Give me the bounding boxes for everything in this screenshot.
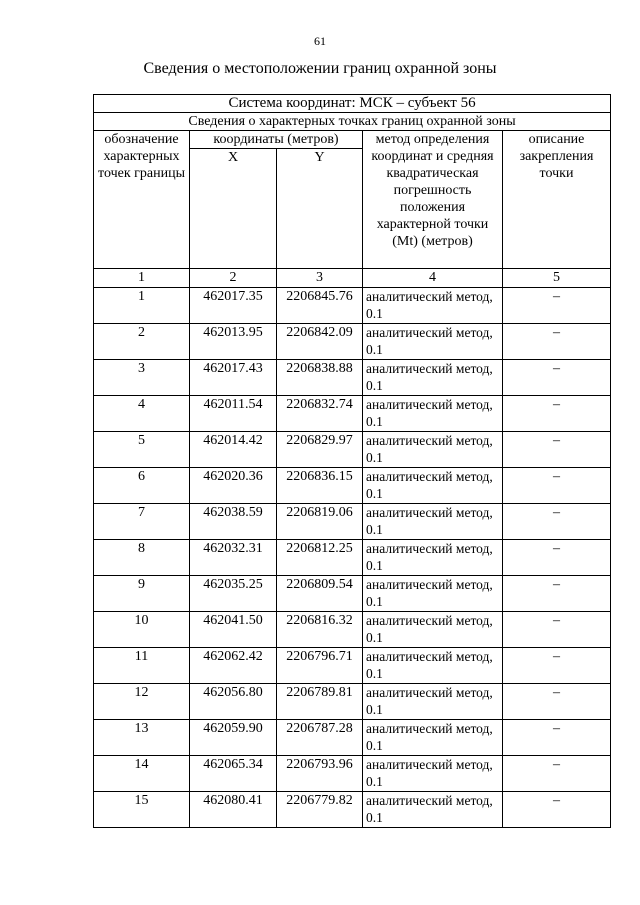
coordinate-y: 2206789.81 — [277, 684, 363, 720]
column-number: 1 — [94, 269, 190, 288]
method-cell: аналитический метод, 0.1 — [363, 720, 503, 756]
coordinate-y: 2206793.96 — [277, 756, 363, 792]
method-cell: аналитический метод, 0.1 — [363, 756, 503, 792]
coordinate-x: 462059.90 — [190, 720, 277, 756]
page-heading: Сведения о местоположении границ охранной зоны — [143, 60, 497, 77]
description-cell: – — [503, 720, 611, 756]
point-number: 2 — [94, 324, 190, 360]
header-designation: обозначение характерных точек границы — [94, 131, 190, 269]
method-cell: аналитический метод, 0.1 — [363, 540, 503, 576]
coordinate-y: 2206842.09 — [277, 324, 363, 360]
description-cell: – — [503, 432, 611, 468]
method-cell: аналитический метод, 0.1 — [363, 612, 503, 648]
table-row — [94, 792, 611, 828]
point-number: 3 — [94, 360, 190, 396]
point-number: 6 — [94, 468, 190, 504]
coordinate-x: 462062.42 — [190, 648, 277, 684]
coordinate-y: 2206779.82 — [277, 792, 363, 828]
method-cell: аналитический метод, 0.1 — [363, 576, 503, 612]
coordinate-x: 462038.59 — [190, 504, 277, 540]
header-coordinates: координаты (метров) — [190, 131, 363, 149]
description-cell: – — [503, 504, 611, 540]
coordinate-system-title: Система координат: МСК – субъект 56 — [94, 95, 611, 113]
description-cell: – — [503, 612, 611, 648]
method-cell: аналитический метод, 0.1 — [363, 504, 503, 540]
coordinate-y: 2206836.15 — [277, 468, 363, 504]
coordinate-y: 2206787.28 — [277, 720, 363, 756]
method-cell: аналитический метод, 0.1 — [363, 324, 503, 360]
table-row — [94, 612, 611, 648]
table-row — [94, 576, 611, 612]
description-cell: – — [503, 288, 611, 324]
description-cell: – — [503, 648, 611, 684]
coordinate-y: 2206832.74 — [277, 396, 363, 432]
table-row — [94, 504, 611, 540]
description-cell: – — [503, 396, 611, 432]
description-cell: – — [503, 360, 611, 396]
coordinate-x: 462011.54 — [190, 396, 277, 432]
coordinate-x: 462041.50 — [190, 612, 277, 648]
coordinate-x: 462065.34 — [190, 756, 277, 792]
table-row — [94, 648, 611, 684]
coordinate-y: 2206845.76 — [277, 288, 363, 324]
method-cell: аналитический метод, 0.1 — [363, 360, 503, 396]
point-number: 12 — [94, 684, 190, 720]
coordinate-x: 462035.25 — [190, 576, 277, 612]
column-numbers-row — [94, 269, 611, 288]
coordinate-x: 462032.31 — [190, 540, 277, 576]
point-number: 8 — [94, 540, 190, 576]
coordinate-x: 462013.95 — [190, 324, 277, 360]
point-number: 1 — [94, 288, 190, 324]
point-number: 5 — [94, 432, 190, 468]
column-number: 4 — [363, 269, 503, 288]
coordinate-x: 462020.36 — [190, 468, 277, 504]
column-number: 5 — [503, 269, 611, 288]
coordinate-x: 462056.80 — [190, 684, 277, 720]
header-x: X — [190, 149, 277, 269]
table-subtitle: Сведения о характерных точках границ охранной зоны — [94, 113, 611, 131]
coordinate-x: 462017.43 — [190, 360, 277, 396]
point-number: 11 — [94, 648, 190, 684]
page-number: 61 — [314, 34, 326, 48]
point-number: 14 — [94, 756, 190, 792]
column-number: 2 — [190, 269, 277, 288]
method-cell: аналитический метод, 0.1 — [363, 432, 503, 468]
table-row — [94, 540, 611, 576]
table-row — [94, 720, 611, 756]
method-cell: аналитический метод, 0.1 — [363, 468, 503, 504]
header-method: метод определения координат и средняя квадратическая погрешность положения характерной точки (Mt) (метров) — [363, 131, 503, 269]
table-row — [94, 468, 611, 504]
table-row — [94, 396, 611, 432]
method-cell: аналитический метод, 0.1 — [363, 792, 503, 828]
method-cell: аналитический метод, 0.1 — [363, 684, 503, 720]
coordinate-y: 2206796.71 — [277, 648, 363, 684]
description-cell: – — [503, 756, 611, 792]
description-cell: – — [503, 324, 611, 360]
point-number: 13 — [94, 720, 190, 756]
point-number: 9 — [94, 576, 190, 612]
description-cell: – — [503, 792, 611, 828]
table-row — [94, 756, 611, 792]
coordinate-y: 2206819.06 — [277, 504, 363, 540]
point-number: 10 — [94, 612, 190, 648]
coordinate-y: 2206838.88 — [277, 360, 363, 396]
coordinate-y: 2206812.25 — [277, 540, 363, 576]
coordinate-y: 2206829.97 — [277, 432, 363, 468]
coordinate-y: 2206816.32 — [277, 612, 363, 648]
description-cell: – — [503, 576, 611, 612]
coordinate-x: 462080.41 — [190, 792, 277, 828]
coordinate-x: 462017.35 — [190, 288, 277, 324]
method-cell: аналитический метод, 0.1 — [363, 396, 503, 432]
header-y: Y — [277, 149, 363, 269]
table-row — [94, 288, 611, 324]
coordinate-y: 2206809.54 — [277, 576, 363, 612]
table-row — [94, 432, 611, 468]
column-number: 3 — [277, 269, 363, 288]
method-cell: аналитический метод, 0.1 — [363, 288, 503, 324]
header-description: описание закрепления точки — [503, 131, 611, 269]
description-cell: – — [503, 684, 611, 720]
coordinate-x: 462014.42 — [190, 432, 277, 468]
point-number: 15 — [94, 792, 190, 828]
table-row — [94, 324, 611, 360]
method-cell: аналитический метод, 0.1 — [363, 648, 503, 684]
description-cell: – — [503, 540, 611, 576]
boundary-points-table — [93, 94, 611, 828]
description-cell: – — [503, 468, 611, 504]
table-row — [94, 684, 611, 720]
point-number: 7 — [94, 504, 190, 540]
table-row — [94, 360, 611, 396]
point-number: 4 — [94, 396, 190, 432]
